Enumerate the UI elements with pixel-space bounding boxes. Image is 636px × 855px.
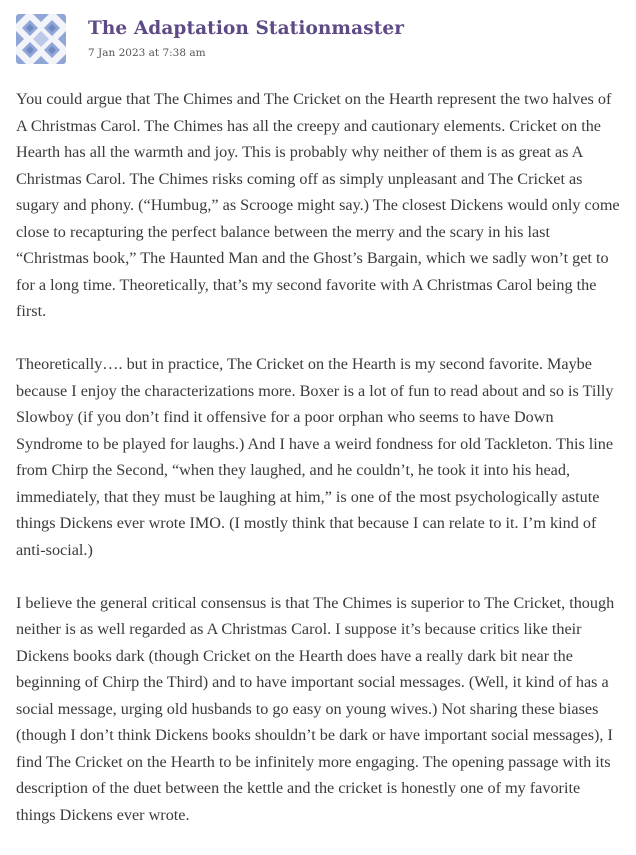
comment-header (16, 14, 404, 66)
comment-meta (88, 14, 404, 60)
comment-paragraph: I believe the general critical consensus is that The Chimes is superior to The Cricket, though neither is as well regarded as A Christmas Carol. I suppose it’s because critics like their Dickens books dark (though Cricket on the Hearth does have a really dark bit near the beginning of Chirp the Third) and to have important social messages. (Well, it kind of has a social message, urging old husbands to go easy on young wives.) Not sharing these biases (though I don’t think Dickens books shouldn’t be dark or have important social messages), I find The Cricket on the Hearth to be infinitely more engaging. The opening passage with its description of the duet between the kettle and the cricket is honestly one of my favorite things Dickens ever wrote. (16, 593, 615, 824)
author-link[interactable]: The Adaptation Stationmaster (88, 18, 405, 39)
comment-paragraph: Theoretically…. but in practice, The Cricket on the Hearth is my second favorite. Maybe because I enjoy the characterizations more. Boxer is a lot of fun to read about and so is Tilly Slowboy (if you don’t find it offensive for a poor orphan who seems to have Down Syndrome to be played for laughs.) And I have a weird fondness for old Tackleton. This line from Chirp the Second, “when they laughed, and he couldn’t, he took it into his head, immediately, that they must be laughing at him,” is one of the most psychologically astute things Dickens ever wrote IMO. (I mostly think that because I can relate to it. I’m kind of anti-social.) (16, 355, 614, 559)
comment-body (16, 86, 622, 855)
identicon-avatar-icon[interactable] (16, 14, 66, 64)
comment-timestamp-link[interactable]: 7 Jan 2023 at 7:38 am (88, 47, 206, 59)
comment-paragraph: You could argue that The Chimes and The Cricket on the Hearth represent the two halves of A Christmas Carol. The Chimes has all the creepy and cautionary elements. Cricket on the Hearth has all the warmth and joy. This is probably why neither of them is as great as A Christmas Carol. The Chimes risks coming off as simply unpleasant and The Cricket as sugary and phony. (“Humbug,” as Scrooge might say.) The closest Dickens would only come close to recapturing the perfect balance between the merry and the scary in his last “Christmas book,” The Haunted Man and the Ghost’s Bargain, which we sadly won’t get to for a long time. Theoretically, that’s my second favorite with A Christmas Carol being the first. (16, 90, 620, 320)
